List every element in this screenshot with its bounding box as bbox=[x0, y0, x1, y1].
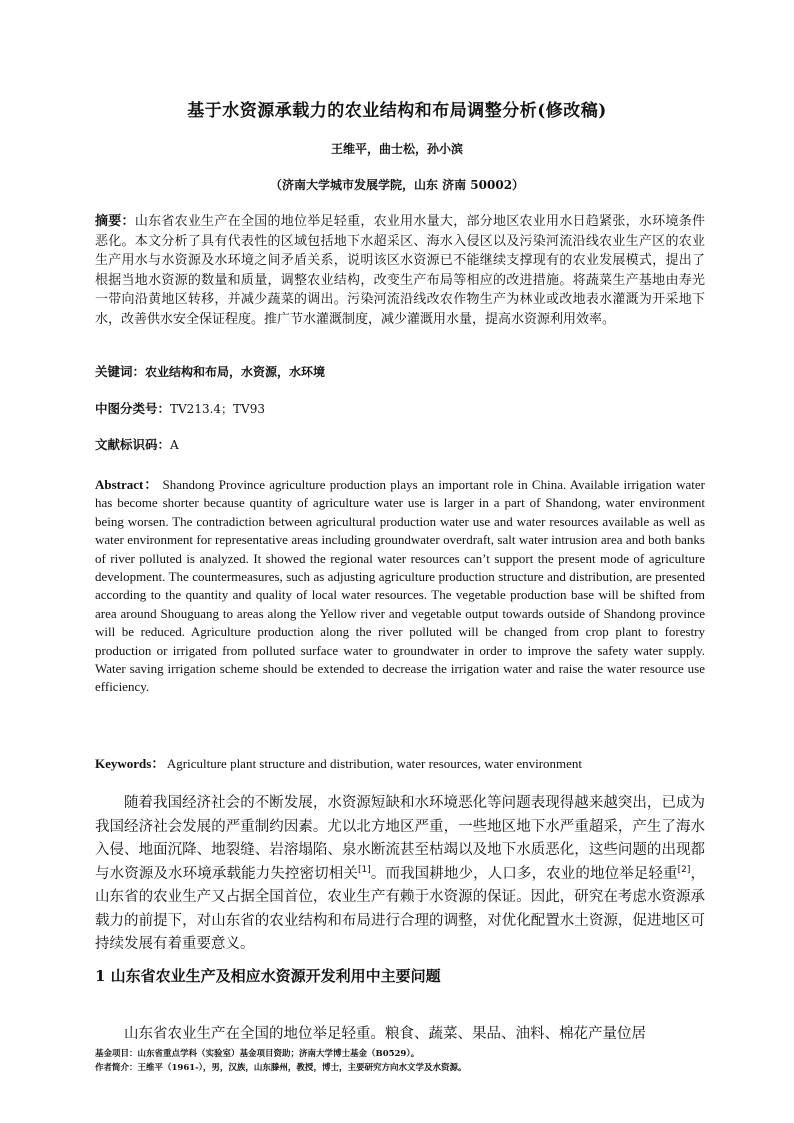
doc-code-label: 文献标识码： bbox=[95, 437, 171, 452]
abstract-cn-text: 山东省农业生产在全国的地位举足轻重，农业用水量大，部分地区农业用水日趋紧张，水环境条件恶化。本文分析了具有代表性的区域包括地下水超采区、海水入侵区以及污染河流沿线农业生产区的农业生产用水与水资源及水环境之间矛盾关系，说明该区水资源已不能继续支撑现有的农业发展模式，提出了根据当地水资源的数量和质量，调整农业结构，改变生产布局等相应的改进措施。将蔬菜生产基地由寿光一带向沿黄地区转移，并减少蔬菜的调出。污染河流沿线改农作物生产为林业或改地表水灌溉为开采地下水，改善供水安全保证程度。推广节水灌溉制度，减少灌溉用水量，提高水资源利用效率。 bbox=[95, 214, 705, 327]
keywords-cn bbox=[95, 362, 705, 380]
footnote-funding: 基金项目：山东省重点学科（实验室）基金项目资助；济南大学博士基金（B0529）。 bbox=[95, 1049, 420, 1059]
doc-code-value: A bbox=[170, 438, 179, 452]
document-code bbox=[95, 435, 705, 453]
citation-1[interactable]: [1] bbox=[357, 864, 371, 875]
authors: 王维平，曲士松，孙小滨 bbox=[330, 142, 463, 156]
clc-number bbox=[95, 399, 705, 417]
footnote-author-bio: 作者简介：王维平（1961-），男，汉族，山东滕州，教授，博士，主要研究方向水文学及水资源。 bbox=[95, 1063, 467, 1073]
keywords-en-label: Keywords： bbox=[95, 756, 165, 771]
abstract-en bbox=[95, 476, 705, 697]
body-p1-part3: ，山东省的农业生产又占据全国首位，农业生产有赖于水资源的保证。因此，研究在考虑水资源承载力的前提下，对山东省的农业结构和布局进行合理的调整，对优化配置水土资源，促进地区可持续发展有着重要意义。 bbox=[95, 865, 706, 952]
body-p1-part2: 。而我国耕地少，人口多，农业的地位举足轻重 bbox=[370, 865, 678, 882]
affiliation: （济南大学城市发展学院，山东 济南 50002） bbox=[269, 178, 525, 192]
keywords-en-value: Agriculture plant structure and distribution, water resources, water environment bbox=[166, 756, 583, 771]
keywords-en bbox=[95, 753, 705, 772]
abstract-en-text: Shandong Province agriculture production plays an important role in China. Available irrigation water has become shorter because quantity of agriculture water use is larger in a part of Shandong, water environment being worsen. The contradiction between agricultural production water use and water resources available as well as water environment for representative areas including groundwater overdraft, salt water intrusion area and both banks of river polluted is analyzed. It showed the regional water resources can’t support the present mode of agriculture development. The countermeasures, such as adjusting agriculture production structure and distribution, are presented according to the quantity and quality of local water resources. The vegetable production base will be shifted from area around Shouguang to areas along the Yellow river and vegetable output towards outside of Shandong province will be reduced. Agriculture production along the river polluted will be changed from crop plant to forestry production or irrigated from polluted surface water to groundwater in order to improve the safety water supply. Water saving irrigation scheme should be extended to decrease the irrigation water and raise the water resource use efficiency. bbox=[95, 477, 705, 695]
body-paragraph-1 bbox=[95, 792, 705, 957]
keywords-cn-value: 农业结构和布局，水资源，水环境 bbox=[145, 365, 326, 379]
clc-label: 中图分类号： bbox=[95, 401, 171, 416]
abstract-en-label: Abstract： bbox=[95, 477, 159, 492]
citation-2[interactable]: [2] bbox=[677, 864, 691, 875]
body-paragraph-2: 山东省农业生产在全国的地位举足轻重。粮食、蔬菜、果品、油料、棉花产量位居 bbox=[124, 1026, 646, 1042]
keywords-cn-label: 关键词： bbox=[95, 364, 146, 379]
abstract-cn bbox=[95, 212, 705, 330]
clc-value: TV213.4；TV93 bbox=[170, 402, 265, 416]
section-heading-1: 1 山东省农业生产及相应水资源开发利用中主要问题 bbox=[95, 967, 441, 985]
body-p1-part1: 随着我国经济社会的不断发展，水资源短缺和水环境恶化等问题表现得越来越突出，已成为我国经济社会发展的严重制约因素。尤以北方地区严重，一些地区地下水严重超采，产生了海水入侵、地面沉降、地裂缝、岩溶塌陷、泉水断流甚至枯竭以及地下水质恶化，这些问题的出现都与水资源及水环境承载能力失控密切相关 bbox=[95, 795, 705, 882]
paper-title: 基于水资源承载力的农业结构和布局调整分析(修改稿) bbox=[187, 101, 607, 121]
abstract-cn-label: 摘要： bbox=[95, 214, 135, 229]
